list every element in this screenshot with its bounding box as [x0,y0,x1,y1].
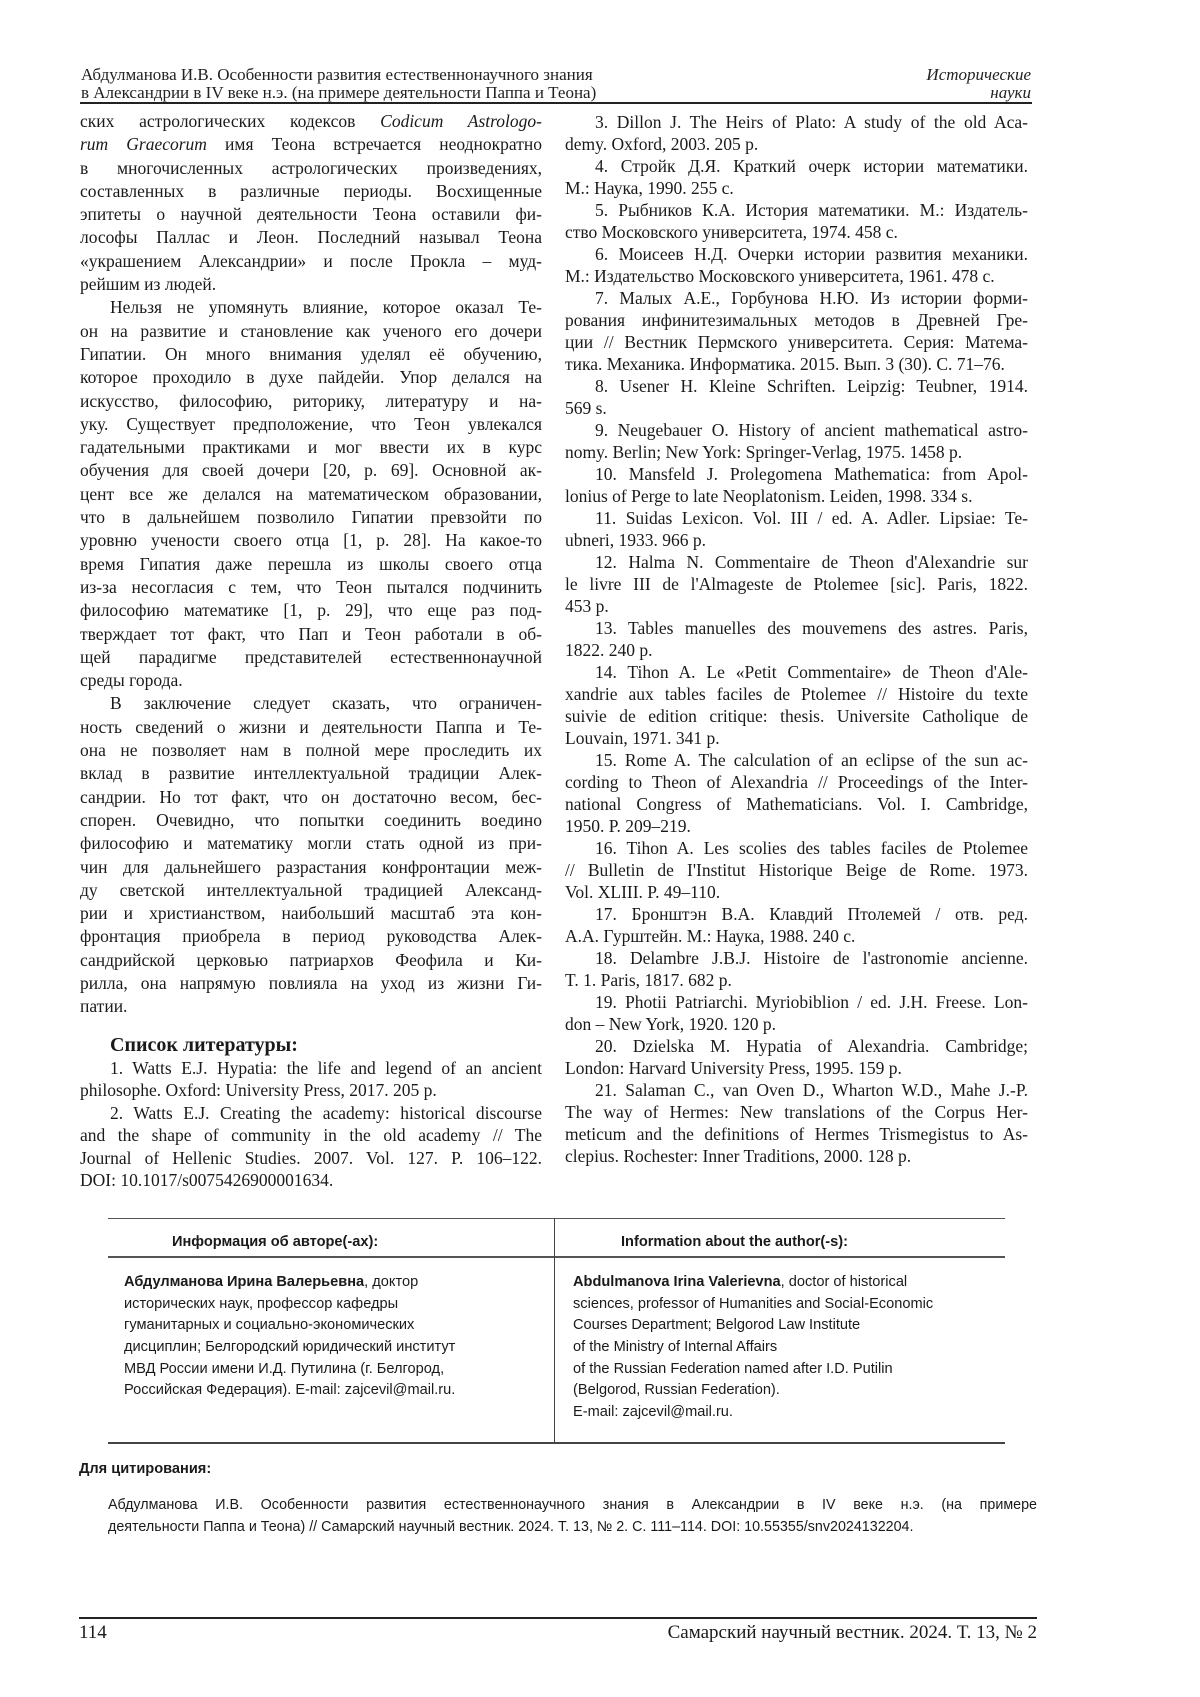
paragraph-line: рейшим из людей. [80,274,217,295]
reference-item [565,111,1028,155]
paragraph-line: которое проходило в духе пайдейи. Упор делался на [80,367,542,388]
reference-item [565,1079,1028,1167]
reference-line: nomy. Berlin; New York: Springer-Verlag, 1975. 1458 p. [565,442,963,462]
text-segment: ских астрологических кодексов [80,111,381,131]
reference-line: 15. Rome A. The calculation of an eclipse of the sun ac- [595,750,1028,770]
paragraph-line: в многочисленных астрологических произведениях, [80,157,542,178]
header-title-line-1: Абдулманова И.В. Особенности развития естественнонаучного знания [81,65,593,84]
reference-line: 1950. P. 209–219. [565,816,691,836]
author-info-ru-header: Информация об авторе(-ах): [172,1234,379,1250]
reference-item [565,375,1028,419]
paragraph-line: В заключение следует сказать, что ограничен- [110,693,542,714]
reference-line: 4. Стройк Д.Я. Краткий очерк истории математики. [595,156,1028,176]
reference-line: 1. Watts E.J. Hypatia: the life and legend of an ancient [110,1058,542,1078]
reference-line: DOI: 10.1017/s0075426900001634. [80,1169,334,1190]
reference-line: 3. Dillon J. The Heirs of Plato: A study of the old Aca- [595,112,1028,132]
paragraph-line: она не позволяет нам в полной мере проследить их [80,740,542,761]
reference-item [565,749,1028,837]
reference-line: А.А. Гурштейн. М.: Наука, 1988. 240 с. [565,926,856,946]
running-header-section [926,66,1031,102]
reference-item [565,661,1028,749]
reference-item [565,551,1028,617]
paragraph-line: что в дальнейшем позволило Гипатии превзойти по [80,507,542,528]
reference-line: М.: Наука, 1990. 255 с. [565,178,734,198]
paragraph-line: составленных в различные периоды. Восхищенные [80,180,542,201]
author-info-line: E-mail: zajcevil@mail.ru. [573,1404,733,1421]
paragraph-line: ность сведений о жизни и деятельности Паппа и Те- [80,716,542,737]
header-section-line-2: науки [990,83,1031,102]
paragraph-line: Нельзя не упомянуть влияние, которое оказал Те- [110,297,542,318]
reference-line: рования инфинитезимальных методов в Древней Гре- [565,310,1028,330]
reference-line: ubneri, 1933. 966 p. [565,530,706,550]
citation-label: Для цитирования: [79,1461,212,1477]
paragraph-line: цент все же делался на математическом образовании, [80,483,542,504]
paragraph-line: сандрии. Но тот факт, что он достаточно весом, бес- [80,786,542,807]
references-list-right [565,111,1028,1167]
reference-line: ции // Вестник Пермского университета. Серия: Матема- [565,332,1028,352]
text-segment: имя Теона встречается неоднократно [206,134,542,155]
paragraph-line: спорен. Очевидно, что попытки соединить воедино [80,809,542,830]
reference-line: 453 p. [565,596,609,616]
paragraph-line: обучения для своей дочери [20, p. 69]. Основной ак- [80,460,542,481]
reference-line: le livre III de l'Almageste de Ptolemee [sic]. Paris, 1822. [565,574,1028,594]
journal-footer: Самарский научный вестник. 2024. Т. 13, № 2 [667,1622,1037,1643]
paragraph-line: рилла, она напрямую повлияла на уход из жизни Ги- [80,972,542,993]
author-info-line: исторических наук, профессор кафедры [124,1295,399,1312]
running-header-title [81,66,596,102]
paragraph-line: уровню учености своего отца [1, p. 28]. На какое-то [80,530,542,551]
citation-text [108,1494,1037,1538]
reference-line: national Congress of Mathematicians. Vol. I. Cambridge, [565,794,1028,814]
table-top-rule [108,1218,1005,1219]
reference-line: and the shape of community in the old academy // The [80,1125,542,1146]
reference-item [565,903,1028,947]
citation-line: Абдулманова И.В. Особенности развития естественнонаучного знания в Александрии в IV веке н.э. (на примере [108,1497,1037,1513]
table-bottom-rule [108,1442,1005,1444]
paragraph-line: из-за несогласия с тем, что Теон пытался подчинить [80,576,542,597]
reference-line: Vol. XLIII. P. 49–110. [565,882,721,902]
author-info-line: МВД России имени И.Д. Путилина (г. Белгород, [124,1360,445,1377]
reference-line: demy. Oxford, 2003. 205 p. [565,134,759,154]
reference-item [565,1035,1028,1079]
references-heading: Список литературы: [110,1034,298,1056]
text-segment: , doctor of historical [780,1274,908,1290]
author-info-line: гуманитарных и социально-экономических [124,1317,415,1334]
reference-line: // Bulletin de I'Institut Historique Beige de Rome. 1973. [565,860,1028,880]
paragraph-line: ду светской интеллектуальной традицией Александ- [80,879,542,900]
author-name: Абдулманова Ирина Валерьевна [124,1274,365,1290]
author-info-line [573,1272,933,1294]
reference-line: ство Московского университета, 1974. 458 с. [565,222,898,242]
paragraph-line: время Гипатия даже перешла из школы своего отца [80,553,542,574]
reference-line: clepius. Rochester: Inner Traditions, 2000. 128 p. [565,1146,912,1166]
reference-item [565,199,1028,243]
author-info-line: of the Ministry of Internal Affairs [573,1339,778,1356]
reference-line: 10. Mansfeld J. Prolegomena Mathematica: from Apol- [595,464,1028,484]
author-info-en [573,1272,933,1424]
author-info-line: (Belgorod, Russian Federation). [573,1382,780,1399]
reference-line: Louvain, 1971. 341 p. [565,728,720,748]
reference-line: 19. Photii Patriarchi. Myriobiblion / ed. J.H. Freese. Lon- [595,992,1028,1012]
reference-item [80,1102,542,1192]
paragraph-line: тверждает тот факт, что Пап и Теон работали в об- [80,623,542,644]
reference-item [565,947,1028,991]
reference-line: cording to Theon of Alexandria // Proceedings of the Inter- [565,772,1028,792]
reference-line: 21. Salaman C., van Oven D., Wharton W.D., Mahe J.-P. [595,1080,1028,1100]
reference-line: 7. Малых А.Е., Горбунова Н.Ю. Из истории форми- [595,288,1028,308]
paragraph-line: фронтация приобрела в период руководства Алек- [80,926,542,947]
reference-item [565,155,1028,199]
table-column-divider [554,1218,555,1444]
page-number: 114 [79,1622,107,1643]
reference-line: 2. Watts E.J. Creating the academy: historical discourse [110,1102,542,1123]
paragraph-line: вклад в развитие интеллектуальной традиции Алек- [80,763,542,784]
italic-text: rum Graecorum [80,134,207,155]
reference-line: don – New York, 1920. 120 p. [565,1014,776,1034]
reference-line: тика. Механика. Информатика. 2015. Вып. 3 (30). С. 71–76. [565,354,1005,374]
header-section-line-1: Исторические [926,65,1031,84]
paragraph-line: чин для дальнейшего разрастания конфронтации меж- [80,856,542,877]
reference-line: xandrie aux tables faciles de Ptolemee // Histoire du texte [565,684,1028,704]
reference-item [565,617,1028,661]
reference-item [565,507,1028,551]
reference-line: 1822. 240 p. [565,640,653,660]
reference-item [565,463,1028,507]
reference-line: Journal of Hellenic Studies. 2007. Vol. 127. P. 106–122. [80,1147,542,1168]
author-info-en-header: Information about the author(-s): [621,1234,848,1250]
paragraph-line: философию математике [1, p. 29], что еще раз под- [80,600,542,621]
paragraph [80,110,542,296]
reference-item [565,419,1028,463]
reference-line: 6. Моисеев Н.Д. Очерки истории развития механики. [595,244,1028,264]
reference-line: The way of Hermes: New translations of the Corpus Her- [565,1102,1028,1122]
reference-line: philosophe. Oxford: University Press, 2017. 205 p. [80,1080,437,1101]
reference-line: lonius of Perge to late Neoplatonism. Leiden, 1998. 334 s. [565,486,973,506]
reference-line: 13. Tables manuelles des mouvemens des astres. Paris, [595,618,1028,638]
reference-line: 16. Tihon A. Les scolies des tables faciles de Ptolemee [595,838,1028,858]
references-list-left [80,1057,542,1191]
paragraph-line: сандрийской церковью патриархов Феофила и Ки- [80,949,542,970]
paragraph-line [80,110,542,133]
author-info-line [124,1272,455,1294]
reference-line: 14. Tihon A. Le «Petit Commentaire» de Theon d'Ale- [595,662,1028,682]
author-info-line: sciences, professor of Humanities and Social-Economic [573,1295,934,1312]
reference-line: 5. Рыбников К.А. История математики. М.: Издатель- [595,200,1028,220]
reference-line: suivie de edition critique: thesis. Universite Catholique de [565,706,1028,726]
footer-rule [79,1617,1037,1619]
paragraph-line: гадательными практиками и мог ввести их в курс [80,437,542,458]
reference-item [565,991,1028,1035]
text-segment: , доктор [364,1274,419,1290]
author-name: Abdulmanova Irina Valerievna [573,1274,781,1290]
paragraph-line: рии и христианством, наибольший масштаб эта кон- [80,903,542,924]
reference-line: 8. Usener H. Kleine Schriften. Leipzig: Teubner, 1914. [595,376,1028,396]
reference-line: 569 s. [565,398,607,418]
paragraph-line: среды города. [80,670,183,691]
paragraph-line: «украшением Александрии» и после Прокла – муд- [80,250,542,271]
author-info-line: Courses Department; Belgorod Law Institute [573,1317,861,1334]
paragraph-line [80,133,542,156]
reference-line: T. 1. Paris, 1817. 682 p. [565,970,732,990]
paragraph-line: философию и математику могли стать одной из при- [80,833,542,854]
paragraph-line: лософы Паллас и Леон. Последний называл Теона [80,227,542,248]
author-info-line: Российская Федерация). E-mail: zajcevil@mail.ru. [124,1382,456,1399]
reference-line: 12. Halma N. Commentaire de Theon d'Alexandrie sur [595,552,1028,572]
paragraph [80,692,542,1018]
reference-line: М.: Издательство Московского университета, 1961. 478 с. [565,266,995,286]
reference-line: 17. Бронштэн В.А. Клавдий Птолемей / отв. ред. [595,904,1028,924]
paragraph [80,296,542,692]
reference-line: 20. Dzielska M. Hypatia of Alexandria. Cambridge; [595,1036,1028,1056]
author-info-ru [124,1272,455,1402]
paragraph-line: он на развитие и становление как ученого его дочери [80,320,542,341]
article-body-left-column [80,110,542,1019]
table-header-rule [108,1256,1005,1258]
reference-line: meticum and the definitions of Hermes Trismegistus to As- [565,1124,1028,1144]
paragraph-line: искусство, философию, риторику, литературу и на- [80,390,542,411]
reference-line: 18. Delambre J.B.J. Histoire de l'astronomie ancienne. [595,948,1028,968]
paragraph-line: щей парадигме представителей естественнонаучной [80,646,542,667]
header-rule [80,102,1032,104]
reference-line: 11. Suidas Lexicon. Vol. III / ed. A. Adler. Lipsiae: Te- [595,508,1028,528]
citation-line: деятельности Паппа и Теона) // Самарский научный вестник. 2024. Т. 13, № 2. С. 111–114. DOI: 10.55355/snv2024132204. [108,1519,914,1535]
header-title-line-2: в Александрии в IV веке н.э. (на примере деятельности Паппа и Теона) [81,83,597,102]
reference-item [565,243,1028,287]
paragraph-line: уку. Существует предположение, что Теон увлекался [80,413,542,434]
reference-item [565,837,1028,903]
reference-line: 9. Neugebauer O. History of ancient mathematical astro- [595,420,1028,440]
paragraph-line: Гипатии. Он много внимания уделял её обучению, [80,343,542,364]
italic-text: Codicum Astrologo- [380,111,542,131]
author-info-line: of the Russian Federation named after I.D. Putilin [573,1360,893,1377]
author-info-line: дисциплин; Белгородский юридический институт [124,1339,456,1356]
reference-line: London: Harvard University Press, 1995. 159 p. [565,1058,902,1078]
paragraph-line: эпитеты о научной деятельности Теона оставили фи- [80,204,542,225]
paragraph-line: патии. [80,996,128,1017]
reference-item [80,1057,542,1102]
reference-item [565,287,1028,375]
